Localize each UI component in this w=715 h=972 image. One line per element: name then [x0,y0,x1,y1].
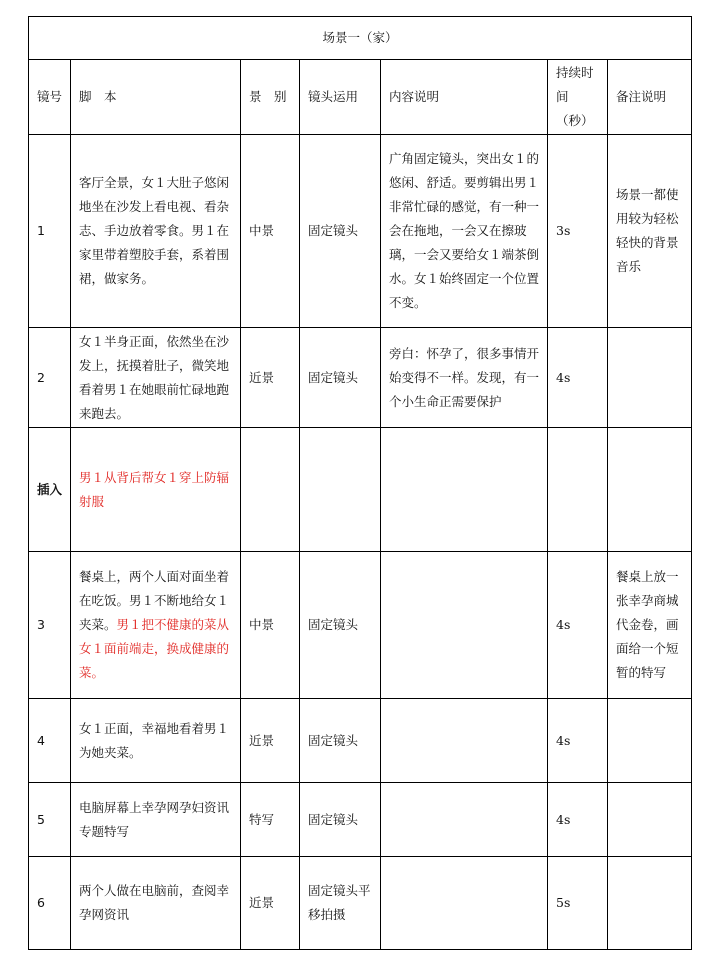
shot-number: 2 [29,328,71,428]
duration: 5s [548,857,608,950]
lens-usage: 固定镜头 [300,135,381,328]
script-cell [71,552,241,699]
header-shot: 镜号 [29,60,71,135]
script-cell [71,857,241,950]
lens-usage: 固定镜头 [300,552,381,699]
header-duration: 持续时间（秒） [548,60,608,135]
script-cell [71,783,241,857]
lens-usage: 固定镜头平移拍摄 [300,857,381,950]
scene-title: 场景一（家） [29,17,692,60]
note: 餐桌上放一张幸孕商城代金卷，画面给一个短暂的特写 [608,552,692,699]
content-description: 旁白：怀孕了，很多事情开始变得不一样。发现，有一个小生命正需要保护 [381,328,548,428]
script-text: 女１半身正面，依然坐在沙发上，抚摸着肚子，微笑地看着男１在她眼前忙碌地跑来跑去。 [79,333,230,421]
script-text: 两个人做在电脑前，查阅幸孕网资讯 [79,883,230,922]
table-row [29,428,692,552]
duration: 3s [548,135,608,328]
shot-number: 3 [29,552,71,699]
note [608,783,692,857]
lens-usage: 固定镜头 [300,699,381,783]
note [608,428,692,552]
duration: 4s [548,783,608,857]
note: 场景一都使用较为轻松轻快的背景音乐 [608,135,692,328]
shot-size: 中景 [241,552,300,699]
header-note: 备注说明 [608,60,692,135]
table-row [29,552,692,699]
duration: 4s [548,699,608,783]
shot-size: 近景 [241,699,300,783]
script-text: 客厅全景，女１大肚子悠闲地坐在沙发上看电视、看杂志、手边放着零食。男１在家里带着塑胶手套，系着围裙，做家务。 [79,175,230,286]
header-script: 脚 本 [71,60,241,135]
script-cell [71,328,241,428]
content-description: 广角固定镜头，突出女１的悠闲、舒适。要剪辑出男１非常忙碌的感觉，有一种一会在拖地，一会又在擦玻璃，一会又要给女１端茶倒水。女１始终固定一个位置不变。 [381,135,548,328]
shot-number: 4 [29,699,71,783]
lens-usage [300,428,381,552]
header-content: 内容说明 [381,60,548,135]
table-row [29,135,692,328]
shot-number: 5 [29,783,71,857]
lens-usage: 固定镜头 [300,328,381,428]
script-text: 女１正面，幸福地看着男１为她夹菜。 [79,720,230,760]
shot-size [241,428,300,552]
script-cell [71,428,241,552]
table-row [29,328,692,428]
shot-size: 近景 [241,857,300,950]
content-description [381,428,548,552]
duration: 4s [548,552,608,699]
note [608,328,692,428]
script-highlight-text: 男１从背后帮女１穿上防辐射服 [79,469,230,509]
script-cell [71,135,241,328]
content-description [381,699,548,783]
lens-usage: 固定镜头 [300,783,381,857]
duration: 4s [548,328,608,428]
duration [548,428,608,552]
note [608,857,692,950]
shot-size: 近景 [241,328,300,428]
table-row [29,699,692,783]
table-row [29,857,692,950]
content-description [381,857,548,950]
storyboard-table [28,16,692,950]
script-text: 餐桌上，两个人面对面坐着在吃饭。男１不断地给女１夹菜。 [79,569,230,632]
script-text: 电脑屏幕上幸孕网孕妇资讯专题特写 [79,799,230,839]
table-row [29,783,692,857]
content-description [381,552,548,699]
note [608,699,692,783]
content-description [381,783,548,857]
shot-number: 插入 [29,428,71,552]
header-size: 景 别 [241,60,300,135]
shot-size: 中景 [241,135,300,328]
shot-number: 1 [29,135,71,328]
script-cell [71,699,241,783]
shot-size: 特写 [241,783,300,857]
header-lens: 镜头运用 [300,60,381,135]
shot-number: 6 [29,857,71,950]
script-highlight-text: 男１把不健康的菜从女１面前端走，换成健康的菜。 [79,617,230,680]
